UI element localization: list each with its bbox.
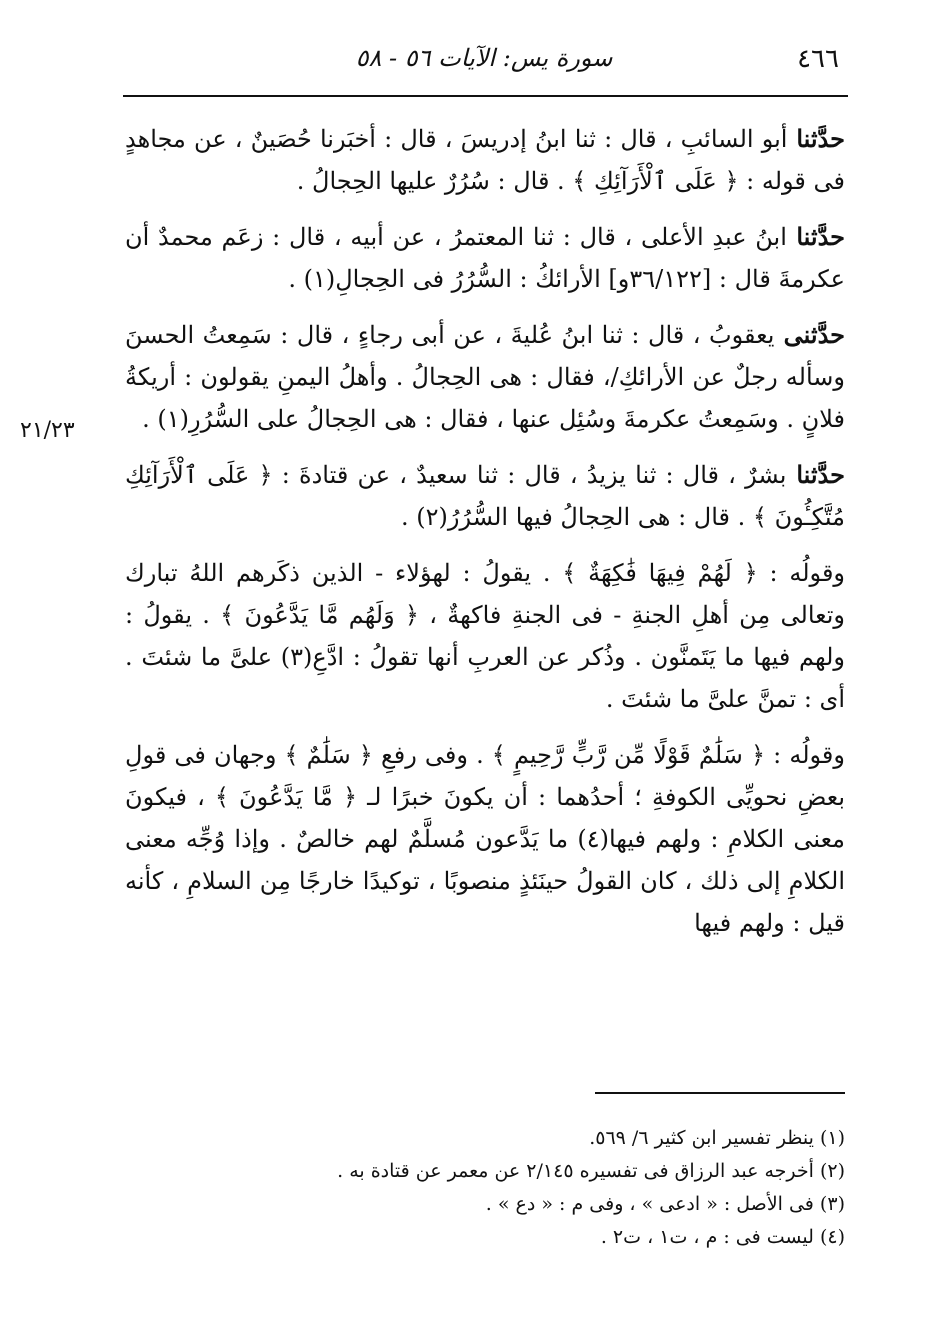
paragraph-6: [125, 734, 845, 944]
paragraph-2: [125, 216, 845, 300]
paragraph-lead: حدَّثنى: [774, 320, 846, 349]
main-text: [125, 118, 845, 958]
paragraph-5: [125, 552, 845, 720]
paragraph-lead: حدَّثنا: [786, 222, 846, 251]
footnote-4: (٤) ليست فى : م ، ت١ ، ت٢ .: [600, 1226, 845, 1248]
page-number: ٤٦٦: [797, 44, 839, 74]
header-rule: [123, 95, 848, 97]
running-title: سورة يس: الآيات ٥٦ - ٥٨: [355, 44, 613, 72]
paragraph-lead: حدَّثنا: [787, 124, 845, 153]
paragraph-text: ابنُ عبدِ الأعلى ، قال : ثنا المعتمرُ ، عن أبيه ، قال : زعَم محمدٌ أن عكرمةَ قال : [٣٦/١٢٢و] الأرائكُ : السُّرُرُ فى الحِجالِ(١) .: [125, 223, 845, 293]
margin-reference: ٢١/٢٣: [20, 418, 75, 443]
footnote-rule: [595, 1092, 845, 1094]
footnote-1: (١) ينظر تفسير ابن كثير ٦/ ٥٦٩.: [589, 1127, 845, 1149]
footnote-2: (٢) أخرجه عبد الرزاق فى تفسيره ٢/١٤٥ عن معمر عن قتادة به .: [337, 1160, 845, 1182]
paragraph-text: وقولُه : ﴿ لَهُمْ فِيهَا فَٰكِهَةٌ ﴾ . يقولُ : لهؤلاء - الذين ذكَرهم اللهُ تبارك وتعالى مِن أهلِ الجنةِ - فى الجنةِ فاكهةٌ ، ﴿ وَلَهُم مَّا يَدَّعُونَ ﴾ . يقولُ : ولهم فيها ما يَتَمنَّون . وذُكر عن العربِ أنها تقولُ : ادَّعِ(٣) علىَّ ما شئتَ . أى : تمنَّ علىَّ ما شئتَ .: [125, 559, 845, 713]
page-header: [123, 40, 845, 90]
paragraph-text: يعقوبُ ، قال : ثنا ابنُ عُليةَ ، عن أبى رجاءٍ ، قال : سَمِعتُ الحسنَ وسأله رجلٌ عن الأرائكِ/، فقال : هى الحِجالُ . وأهلُ اليمنِ يقولون : أريكةُ فلانٍ . وسَمِعتُ عكرمةَ وسُئِل عنها ، فقال : هى الحِجالُ على السُّرُرِ(١) .: [125, 321, 845, 433]
paragraph-text: أبو السائبِ ، قال : ثنا ابنُ إدريسَ ، قال : أخبَرنا حُصَينٌ ، عن مجاهدٍ فى قوله : ﴿ عَلَى ٱلْأَرَآئِكِ ﴾ . قال : سُرُرٌ عليها الحِجالُ .: [125, 125, 845, 195]
paragraph-text: بشرٌ ، قال : ثنا يزيدُ ، قال : ثنا سعيدٌ ، عن قتادةَ : ﴿ عَلَى ٱلْأَرَآئِكِ مُتَّكِـُٔونَ ﴾ . قال : هى الحِجالُ فيها السُّرُرُ(٢) .: [125, 461, 845, 531]
footnotes: [300, 1122, 845, 1254]
paragraph-text: وقولُه : ﴿ سَلَٰمٌ قَوْلًا مِّن رَّبٍّ رَّحِيمٍ ﴾ . وفى رفعِ ﴿ سَلَٰمٌ ﴾ وجهان فى قولِ بعضِ نحويِّى الكوفةِ ؛ أحدُهما : أن يكونَ خبرًا لـ ﴿ مَّا يَدَّعُونَ ﴾ ، فيكونَ معنى الكلامِ : ولهم فيها(٤) ما يَدَّعون مُسلَّمٌ لهم خالصٌ . وإذا وُجِّه معنى الكلامِ إلى ذلك ، كان القولُ حينَئذٍ منصوبًا ، توكيدًا خارجًا مِن السلامِ ، كأنه قيل : ولهم فيها: [125, 741, 846, 937]
footnote-3: (٣) فى الأصل : « ادعى » ، وفى م : « دع » .: [485, 1193, 845, 1215]
paragraph-1: [125, 118, 845, 202]
paragraph-lead: حدَّثنا: [786, 460, 845, 489]
paragraph-4: [125, 454, 845, 538]
paragraph-3: [125, 314, 845, 440]
